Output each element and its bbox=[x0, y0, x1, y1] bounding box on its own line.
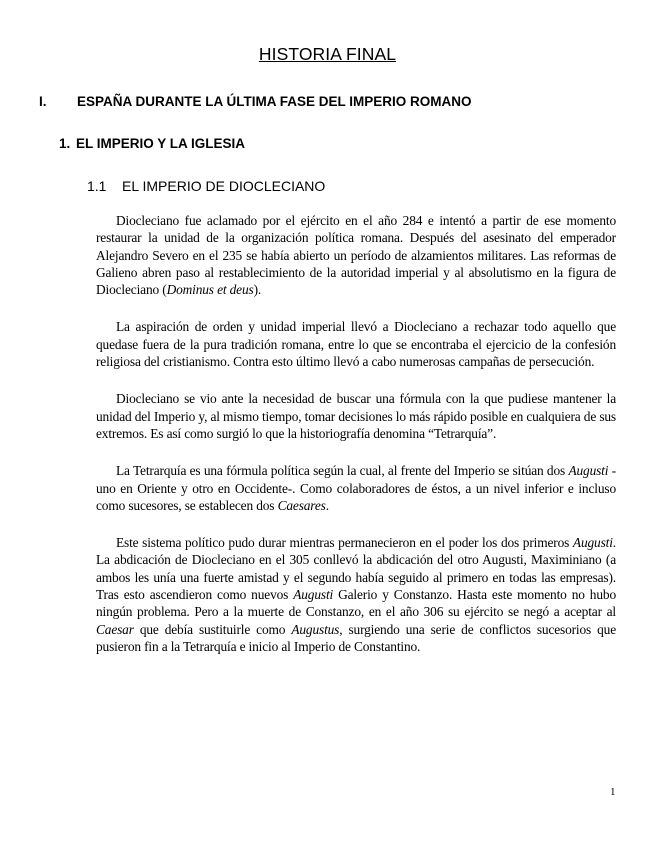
section-heading-1-1-1 bbox=[87, 178, 627, 194]
italic-term: Caesar bbox=[96, 621, 134, 637]
italic-term: Caesares bbox=[277, 497, 326, 513]
text-run: Diocleciano fue aclamado por el ejército en el año 284 e intentó a partir de ese momento restaurar la unidad de la organización política romana. Después del asesinato del emperador Alejandro Severo en el 235 se había abierto un período de alzamientos militares. Las reformas de Galieno abren paso al restablecimiento de la autoridad imperial y al absolutismo en la figura de Diocleciano ( bbox=[96, 213, 616, 298]
section-heading-1 bbox=[39, 94, 619, 109]
text-run: Galerio y Constanzo. Hasta este momento no hubo ningún problema. Pero a la muerte de Constanzo, en el año 306 su ejército se negó a aceptar al bbox=[96, 587, 616, 620]
section-number: 1. bbox=[59, 136, 71, 151]
section-number: I. bbox=[39, 94, 47, 109]
page-number: 1 bbox=[610, 786, 616, 798]
text-run: La Tetrarquía es una fórmula política según la cual, al frente del Imperio se sitúan dos bbox=[116, 463, 569, 479]
italic-term: Augusti bbox=[568, 463, 609, 479]
text-run: ). bbox=[253, 282, 262, 298]
italic-term: Augusti bbox=[293, 587, 334, 603]
section-title: EL IMPERIO DE DIOCLECIANO bbox=[122, 178, 326, 194]
section-number: 1.1 bbox=[87, 178, 107, 194]
body-paragraph bbox=[96, 390, 616, 442]
text-run: . bbox=[325, 497, 329, 513]
section-heading-1-1 bbox=[59, 136, 619, 151]
text-run: -uno en Oriente y otro en Occidente-. Como colaboradores de éstos, a un nivel inferior e incluso como sucesores, se establecen dos bbox=[96, 463, 616, 513]
text-run: . La abdicación de Diocleciano en el 305 conllevó la abdicación del otro Augusti, Maximiniano (a ambos les unía una fuerte amistad y el segundo había seguido al primero en todas las empresas). Tras esto ascendieron como nuevos bbox=[96, 535, 616, 603]
italic-term: Augusti bbox=[572, 535, 613, 551]
body-paragraph bbox=[96, 212, 616, 298]
text-run: Este sistema político pudo durar mientras permanecieron en el poder los dos primeros bbox=[116, 535, 573, 551]
text-run: La aspiración de orden y unidad imperial llevó a Diocleciano a rechazar todo aquello que quedase fuera de la pura tradición romana, entre lo que se encontraba el ejercicio de la confesión religiosa del cristianismo. Contra esto último llevó a cabo numerosas campañas de persecución. bbox=[96, 319, 616, 370]
italic-term: Augustus bbox=[291, 621, 340, 637]
section-title: ESPAÑA DURANTE LA ÚLTIMA FASE DEL IMPERIO ROMANO bbox=[77, 94, 472, 109]
italic-term: Dominus et deus bbox=[166, 282, 254, 298]
document-title: HISTORIA FINAL bbox=[258, 44, 397, 64]
text-run: que debía sustituirle como bbox=[133, 621, 292, 637]
body-paragraph bbox=[96, 318, 616, 370]
body-paragraph bbox=[96, 534, 616, 655]
document-body bbox=[96, 212, 616, 675]
text-run: , surgiendo una serie de conflictos sucesorios que pusieron fin a la Tetrarquía e inicio al Imperio de Constantino. bbox=[96, 621, 617, 654]
body-paragraph bbox=[96, 462, 616, 514]
text-run: Diocleciano se vio ante la necesidad de buscar una fórmula con la que pudiese mantener la unidad del Imperio y, al mismo tiempo, tomar decisiones lo más rápido posible en cualquiera de sus extremos. Es así como surgió lo que la historiografía denomina “Tetrarquía”. bbox=[96, 391, 616, 441]
section-title: EL IMPERIO Y LA IGLESIA bbox=[76, 136, 246, 151]
